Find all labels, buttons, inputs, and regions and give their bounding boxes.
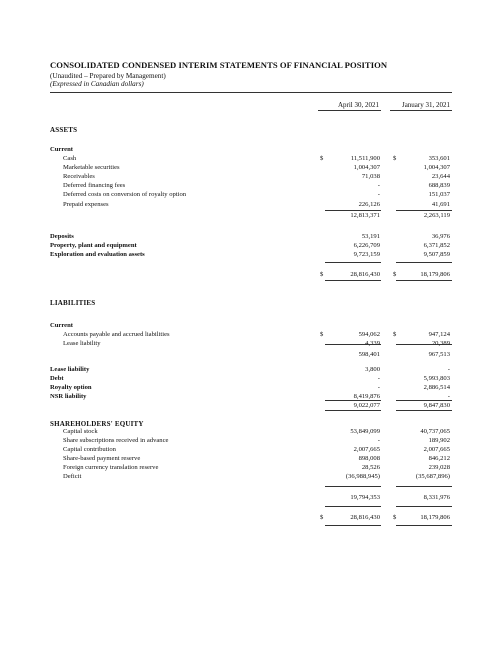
value-april: 9,723,159 <box>353 251 380 258</box>
value-january: 41,691 <box>431 201 450 208</box>
row-label: Accounts payable and accrued liabilities <box>63 331 170 338</box>
table-row <box>50 163 452 172</box>
value-january: 9,847,830 <box>423 402 450 409</box>
column-header-april: April 30, 2021 <box>337 101 379 109</box>
table-row <box>50 270 452 279</box>
subtotal-rule <box>396 210 452 211</box>
value-april: 8,419,876 <box>353 393 380 400</box>
value-april: 28,816,430 <box>350 514 380 521</box>
value-april: 12,813,371 <box>350 212 380 219</box>
row-label: Capital stock <box>63 428 98 435</box>
table-row <box>50 445 452 454</box>
value-april: 2,007,665 <box>353 446 380 453</box>
total-double-rule <box>396 525 452 526</box>
value-january: 846,212 <box>428 455 450 462</box>
column-header-january: January 31, 2021 <box>401 101 450 109</box>
value-january: 36,976 <box>431 233 450 240</box>
table-row <box>50 493 452 502</box>
value-january: - <box>447 366 450 373</box>
row-label: Foreign currency translation reserve <box>63 464 159 471</box>
currency-symbol: $ <box>320 271 324 278</box>
row-label: NSR liability <box>50 393 87 400</box>
value-april: 6,226,709 <box>353 242 380 249</box>
section-shareholders-equity: SHAREHOLDERS' EQUITY <box>50 420 144 428</box>
value-april: 28,816,430 <box>350 271 380 278</box>
table-row <box>50 472 452 481</box>
currency-symbol: $ <box>320 331 324 338</box>
subtotal-rule <box>325 344 381 345</box>
subtotal-rule <box>396 344 452 345</box>
total-rule <box>396 262 452 263</box>
currency-symbol: $ <box>393 271 397 278</box>
column-header-rule-april <box>318 110 381 111</box>
total-double-rule <box>396 410 452 411</box>
row-label: Deposits <box>50 233 74 240</box>
table-row <box>50 463 452 472</box>
value-april: 28,526 <box>361 464 380 471</box>
table-row <box>50 330 452 339</box>
value-january: (35,687,896) <box>415 473 450 480</box>
currency-symbol: $ <box>393 155 397 162</box>
value-january: 947,124 <box>428 331 450 338</box>
value-april: 11,511,900 <box>350 155 380 162</box>
subtotal-rule <box>325 486 381 487</box>
value-april: 226,126 <box>358 201 380 208</box>
value-january: 353,601 <box>428 155 450 162</box>
total-rule <box>325 400 381 401</box>
row-label: Deferred costs on conversion of royalty option <box>63 191 187 198</box>
total-double-rule <box>325 410 381 411</box>
value-january: 18,179,806 <box>420 271 450 278</box>
table-row <box>50 250 452 259</box>
table-row <box>50 350 452 359</box>
row-label: Lease liability <box>63 340 101 347</box>
currency-symbol: $ <box>393 331 397 338</box>
value-january: 18,179,806 <box>420 514 450 521</box>
value-april: 594,062 <box>358 331 380 338</box>
value-january: 2,007,665 <box>423 446 450 453</box>
section-assets: ASSETS <box>50 126 78 134</box>
table-row <box>50 454 452 463</box>
value-january: 1,004,307 <box>423 164 450 171</box>
value-april: - <box>377 182 380 189</box>
value-april: 19,794,353 <box>350 494 380 501</box>
row-label: Share-based payment reserve <box>63 455 141 462</box>
value-january: 189,902 <box>428 437 450 444</box>
currency-note: (Expressed in Canadian dollars) <box>50 80 144 88</box>
table-row <box>50 145 452 154</box>
value-january: 20,389 <box>431 340 450 347</box>
value-january: 6,371,852 <box>423 242 450 249</box>
total-rule <box>325 506 381 507</box>
table-row <box>50 190 452 199</box>
row-label: Current <box>50 322 73 329</box>
header-rule <box>50 92 452 93</box>
total-double-rule <box>396 280 452 281</box>
total-double-rule <box>325 525 381 526</box>
table-row <box>50 436 452 445</box>
value-april: - <box>377 437 380 444</box>
value-april: 9,022,077 <box>353 402 380 409</box>
row-label: Property, plant and equipment <box>50 242 137 249</box>
table-row <box>50 154 452 163</box>
table-row <box>50 241 452 250</box>
row-label: Deficit <box>63 473 82 480</box>
value-january: 2,886,514 <box>423 384 450 391</box>
value-january: 967,513 <box>428 351 450 358</box>
total-rule <box>325 262 381 263</box>
value-january: 2,263,119 <box>423 212 450 219</box>
value-january: 5,993,803 <box>423 375 450 382</box>
table-row <box>50 392 452 401</box>
value-april: 4,339 <box>365 340 380 347</box>
row-label: Receivables <box>63 173 95 180</box>
row-label: Royalty option <box>50 384 92 391</box>
table-row <box>50 211 452 220</box>
value-april: 53,849,099 <box>350 428 380 435</box>
row-label: Exploration and evaluation assets <box>50 251 145 258</box>
statement-subtitle: (Unaudited – Prepared by Management) <box>50 72 166 80</box>
value-april: - <box>377 384 380 391</box>
table-row <box>50 200 452 209</box>
value-april: - <box>377 191 380 198</box>
value-january: 688,839 <box>428 182 450 189</box>
value-january: 23,644 <box>431 173 450 180</box>
currency-symbol: $ <box>320 514 324 521</box>
value-april: 898,008 <box>358 455 380 462</box>
row-label: Lease liability <box>50 366 90 373</box>
table-row <box>50 172 452 181</box>
value-january: 9,507,859 <box>423 251 450 258</box>
row-label: Share subscriptions received in advance <box>63 437 169 444</box>
table-row <box>50 321 452 330</box>
subtotal-rule <box>325 210 381 211</box>
table-row <box>50 365 452 374</box>
statement-title: CONSOLIDATED CONDENSED INTERIM STATEMENTS OF FINANCIAL POSITION <box>50 60 388 70</box>
column-header-rule-january <box>390 110 452 111</box>
value-april: 71,038 <box>361 173 380 180</box>
value-april: - <box>377 375 380 382</box>
row-label: Prepaid expenses <box>63 201 109 208</box>
table-row <box>50 232 452 241</box>
table-row <box>50 181 452 190</box>
currency-symbol: $ <box>393 514 397 521</box>
row-label: Cash <box>63 155 77 162</box>
table-row <box>50 401 452 410</box>
row-label: Current <box>50 146 73 153</box>
table-row <box>50 513 452 522</box>
row-label: Debt <box>50 375 64 382</box>
table-row <box>50 339 452 348</box>
value-april: 1,004,307 <box>353 164 380 171</box>
total-double-rule <box>325 280 381 281</box>
table-row <box>50 374 452 383</box>
total-rule <box>396 506 452 507</box>
section-liabilities: LIABILITIES <box>50 299 96 307</box>
value-january: 40,737,065 <box>420 428 450 435</box>
value-april: 598,401 <box>358 351 380 358</box>
subtotal-rule <box>396 486 452 487</box>
total-rule <box>396 400 452 401</box>
value-april: (36,988,945) <box>345 473 380 480</box>
value-april: 3,800 <box>365 366 380 373</box>
value-april: 53,191 <box>361 233 380 240</box>
value-january: 239,028 <box>428 464 450 471</box>
row-label: Deferred financing fees <box>63 182 126 189</box>
value-january: 8,331,976 <box>423 494 450 501</box>
table-row <box>50 427 452 436</box>
value-january: 151,037 <box>428 191 450 198</box>
table-row <box>50 383 452 392</box>
value-january: - <box>447 393 450 400</box>
row-label: Capital contribution <box>63 446 116 453</box>
row-label: Marketable securities <box>63 164 120 171</box>
currency-symbol: $ <box>320 155 324 162</box>
